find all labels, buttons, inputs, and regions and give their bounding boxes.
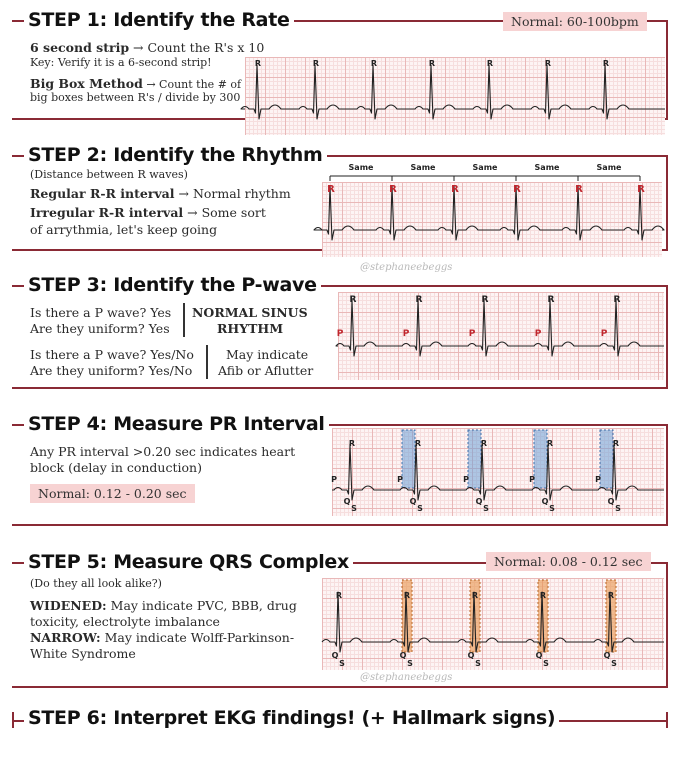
step1-line4: big boxes between R's / divide by 300 [30, 91, 241, 104]
step4-s-label: S [549, 504, 555, 513]
step5-r-label: R [471, 591, 479, 600]
step1-line1: 6 second strip → Count the R's x 10 [30, 40, 265, 55]
step5-title: STEP 5: Measure QRS Complex [24, 551, 353, 573]
pr-interval-highlight [402, 430, 415, 488]
same-label: Same [472, 163, 498, 172]
step4-line1: Any PR interval >0.20 sec indicates heart [30, 444, 296, 459]
step3-ekg-strip [338, 292, 664, 380]
step3-title: STEP 3: Identify the P-wave [24, 274, 321, 296]
step3-p-label: P [534, 329, 542, 339]
step4-ekg-svg [332, 428, 664, 516]
step5-ekg-strip [322, 578, 664, 670]
step2-r-label: R [389, 184, 397, 195]
step1-r-label: R [312, 59, 320, 68]
step2-r-label: R [451, 184, 459, 195]
step4-p-label: P [397, 475, 403, 484]
step3-q3: Is there a P wave? Yes/No [30, 347, 194, 362]
step2-r-label: R [327, 184, 335, 195]
step2-ekg-strip [322, 182, 662, 257]
step5-s-label: S [611, 659, 617, 668]
step5-q-label: Q [399, 651, 407, 660]
step4-p-label: P [529, 475, 535, 484]
step3-bracket-1 [183, 303, 185, 337]
step3-p-label: P [402, 329, 410, 339]
same-label: Same [410, 163, 436, 172]
step5-ekg-svg [322, 578, 664, 670]
step1-line2: Key: Verify it is a 6-second strip! [30, 56, 212, 69]
step2-title: STEP 2: Identify the Rhythm [24, 144, 327, 166]
step1-title: STEP 1: Identify the Rate [24, 9, 294, 31]
step5-s-label: S [407, 659, 413, 668]
step4-s-label: S [417, 504, 423, 513]
step4-r-label: R [348, 439, 356, 448]
step3-p-label: P [336, 329, 344, 339]
step5-s-label: S [475, 659, 481, 668]
step3-p-label: P [600, 329, 608, 339]
step4-p-label: P [331, 475, 337, 484]
pr-interval-highlight [534, 430, 547, 488]
step4-p-label: P [463, 475, 469, 484]
step4-r-label: R [612, 439, 620, 448]
step5-s-label: S [339, 659, 345, 668]
step5-r-label: R [335, 591, 343, 600]
step3-r-label: R [481, 295, 489, 305]
step4-line2: block (delay in conduction) [30, 460, 202, 475]
step4-s-label: S [483, 504, 489, 513]
step2-ekg-trace [314, 186, 664, 240]
step4-q-label: Q [607, 497, 615, 506]
pr-interval-highlight [468, 430, 481, 488]
step5-s-label: S [543, 659, 549, 668]
step2-r-label: R [513, 184, 521, 195]
step3-ekg-svg [338, 292, 664, 380]
step4-q-label: Q [343, 497, 351, 506]
step1-ekg-strip [245, 57, 665, 135]
step5-line4: White Syndrome [30, 646, 136, 661]
step3-r-label: R [613, 295, 621, 305]
step3-a2: RHYTHM [217, 321, 284, 336]
step5-watermark: @stephaneebeggs [360, 672, 453, 683]
step2-line2: Irregular R-R interval → Some sort [30, 205, 266, 220]
step3-ekg-trace [336, 300, 664, 356]
step5-line2: toxicity, electrolyte imbalance [30, 614, 220, 629]
step1-r-label: R [602, 59, 610, 68]
step2-line1: Regular R-R interval → Normal rhythm [30, 186, 291, 201]
step5-line1: WIDENED: May indicate PVC, BBB, drug [30, 598, 297, 613]
step6-title: STEP 6: Interpret EKG findings! (+ Hallmark signs) [24, 707, 559, 729]
step5-r-label: R [403, 591, 411, 600]
step4-r-label: R [480, 439, 488, 448]
pr-interval-highlight [600, 430, 613, 488]
same-label: Same [596, 163, 622, 172]
step5-q-label: Q [331, 651, 339, 660]
step3-q1: Is there a P wave? Yes [30, 305, 172, 320]
step4-r-label: R [546, 439, 554, 448]
step3-r-label: R [547, 295, 555, 305]
step2-r-label: R [575, 184, 583, 195]
same-label: Same [348, 163, 374, 172]
step1-r-label: R [254, 59, 262, 68]
step2-subtitle: (Distance between R waves) [30, 168, 188, 181]
step4-normal-badge: Normal: 0.12 - 0.20 sec [30, 484, 195, 503]
step5-subtitle: (Do they all look alike?) [30, 577, 162, 590]
step1-r-label: R [544, 59, 552, 68]
step4-ekg-strip [332, 428, 664, 516]
step5-line3: NARROW: May indicate Wolff-Parkinson- [30, 630, 295, 645]
step6-left-tick [12, 712, 14, 728]
step2-watermark: @stephaneebeggs [360, 262, 453, 273]
step3-q2: Are they uniform? Yes [30, 321, 170, 336]
step3-bracket-2 [206, 345, 208, 379]
step4-title: STEP 4: Measure PR Interval [24, 413, 329, 435]
step1-ekg-trace [241, 65, 665, 119]
step3-a1: NORMAL SINUS [192, 305, 308, 320]
step4-s-label: S [351, 504, 357, 513]
step1-line3: Big Box Method → Count the # of [30, 76, 242, 91]
step1-ekg-svg [245, 57, 665, 135]
same-label: Same [534, 163, 560, 172]
step4-s-label: S [615, 504, 621, 513]
step5-r-label: R [539, 591, 547, 600]
step2-ekg-svg [322, 182, 662, 257]
step5-q-label: Q [535, 651, 543, 660]
step1-r-label: R [428, 59, 436, 68]
step1-r-label: R [486, 59, 494, 68]
step5-normal-badge: Normal: 0.08 - 0.12 sec [486, 552, 651, 571]
step5-r-label: R [607, 591, 615, 600]
step3-p-label: P [468, 329, 476, 339]
step5-q-label: Q [467, 651, 475, 660]
step4-q-label: Q [409, 497, 417, 506]
step5-q-label: Q [603, 651, 611, 660]
step3-a4: Afib or Aflutter [218, 363, 314, 378]
step4-q-label: Q [475, 497, 483, 506]
step4-p-label: P [595, 475, 601, 484]
step1-normal-badge: Normal: 60-100bpm [503, 12, 647, 31]
step6-right-tick [666, 712, 668, 728]
step4-r-label: R [414, 439, 422, 448]
step4-q-label: Q [541, 497, 549, 506]
step3-r-label: R [415, 295, 423, 305]
step1-r-label: R [370, 59, 378, 68]
step3-q4: Are they uniform? Yes/No [30, 363, 193, 378]
step2-same-brackets [322, 160, 662, 182]
step2-line3: of arrythmia, let's keep going [30, 222, 218, 237]
step4-ekg-trace [332, 444, 664, 500]
step3-r-label: R [349, 295, 357, 305]
step3-a3: May indicate [226, 347, 309, 362]
step2-r-label: R [637, 184, 645, 195]
